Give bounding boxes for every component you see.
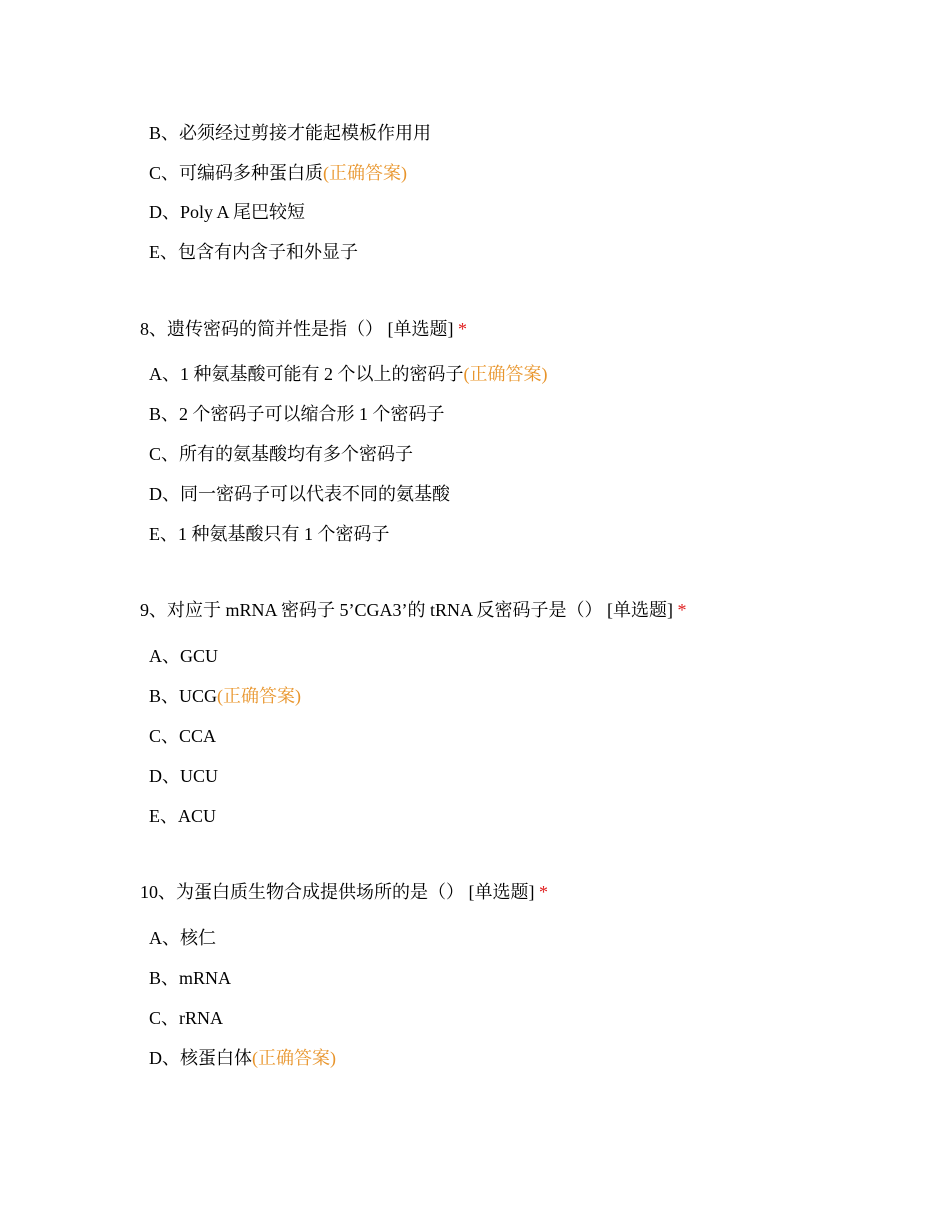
option-text: rRNA	[179, 1008, 224, 1028]
required-mark: *	[677, 600, 687, 620]
question-text: 为蛋白质生物合成提供场所的是（）	[176, 882, 464, 902]
option-letter: E、	[149, 524, 178, 544]
question-number: 8、	[140, 319, 167, 339]
correct-answer-label: (正确答案)	[252, 1048, 336, 1068]
q9-option-a	[149, 644, 218, 668]
option-letter: B、	[149, 404, 180, 424]
question-8-title	[140, 317, 467, 341]
option-letter: D、	[149, 1048, 180, 1068]
q8-option-b	[149, 402, 445, 426]
q9-option-d	[149, 764, 218, 788]
option-text: 必须经过剪接才能起模板作用用	[179, 123, 432, 143]
option-text: 核仁	[180, 928, 216, 948]
option-letter: E、	[149, 806, 178, 826]
q7-option-d	[149, 200, 305, 224]
correct-answer-label: (正确答案)	[463, 364, 548, 384]
option-text: 核蛋白体	[180, 1048, 252, 1068]
question-type: [单选题]	[607, 600, 674, 620]
option-text: Poly A 尾巴较短	[180, 202, 306, 222]
option-letter: B、	[149, 686, 180, 706]
question-text: 遗传密码的简并性是指（）	[167, 319, 383, 339]
question-9-title	[140, 598, 687, 622]
option-letter: D、	[149, 484, 180, 504]
q9-option-e	[149, 804, 216, 828]
option-letter: C、	[149, 444, 180, 464]
option-letter: D、	[149, 202, 180, 222]
option-letter: C、	[149, 1008, 180, 1028]
question-type: [单选题]	[468, 882, 535, 902]
option-letter: A、	[149, 364, 180, 384]
required-mark: *	[458, 319, 467, 339]
option-text: 所有的氨基酸均有多个密码子	[179, 444, 414, 464]
question-number: 9、	[140, 600, 167, 620]
option-letter: A、	[149, 928, 180, 948]
q10-option-a	[149, 926, 216, 950]
q10-option-c	[149, 1006, 223, 1030]
q9-option-c	[149, 724, 216, 748]
q8-option-e	[149, 522, 390, 546]
q7-option-c	[149, 161, 407, 185]
option-text: ACU	[178, 806, 217, 826]
q7-option-e	[149, 240, 358, 264]
option-text: mRNA	[179, 968, 232, 988]
option-letter: D、	[149, 766, 180, 786]
option-text: GCU	[180, 646, 219, 666]
option-text: UCG	[179, 686, 218, 706]
question-10-title	[140, 880, 548, 904]
q8-option-a	[149, 362, 548, 386]
option-text: 包含有内含子和外显子	[178, 242, 358, 262]
correct-answer-label: (正确答案)	[323, 163, 408, 183]
option-text: 可编码多种蛋白质	[179, 163, 324, 183]
q7-option-b	[149, 121, 431, 145]
option-text: 1 种氨基酸只有 1 个密码子	[178, 524, 390, 544]
option-text: 同一密码子可以代表不同的氨基酸	[180, 484, 450, 504]
q10-option-b	[149, 966, 231, 990]
q10-option-d	[149, 1046, 336, 1070]
option-letter: B、	[149, 123, 180, 143]
q9-option-b	[149, 684, 301, 708]
required-mark: *	[539, 882, 548, 902]
question-number: 10、	[140, 882, 176, 902]
option-text: UCU	[180, 766, 219, 786]
option-text: 2 个密码子可以缩合形 1 个密码子	[179, 404, 445, 424]
correct-answer-label: (正确答案)	[217, 686, 302, 706]
q8-option-d	[149, 482, 450, 506]
question-type: [单选题]	[387, 319, 454, 339]
option-letter: C、	[149, 163, 180, 183]
q8-option-c	[149, 442, 413, 466]
option-letter: E、	[149, 242, 178, 262]
option-letter: B、	[149, 968, 180, 988]
option-letter: C、	[149, 726, 180, 746]
option-letter: A、	[149, 646, 180, 666]
question-text: 对应于 mRNA 密码子 5’CGA3’的 tRNA 反密码子是（）	[167, 600, 603, 620]
option-text: 1 种氨基酸可能有 2 个以上的密码子	[180, 364, 464, 384]
option-text: CCA	[179, 726, 217, 746]
